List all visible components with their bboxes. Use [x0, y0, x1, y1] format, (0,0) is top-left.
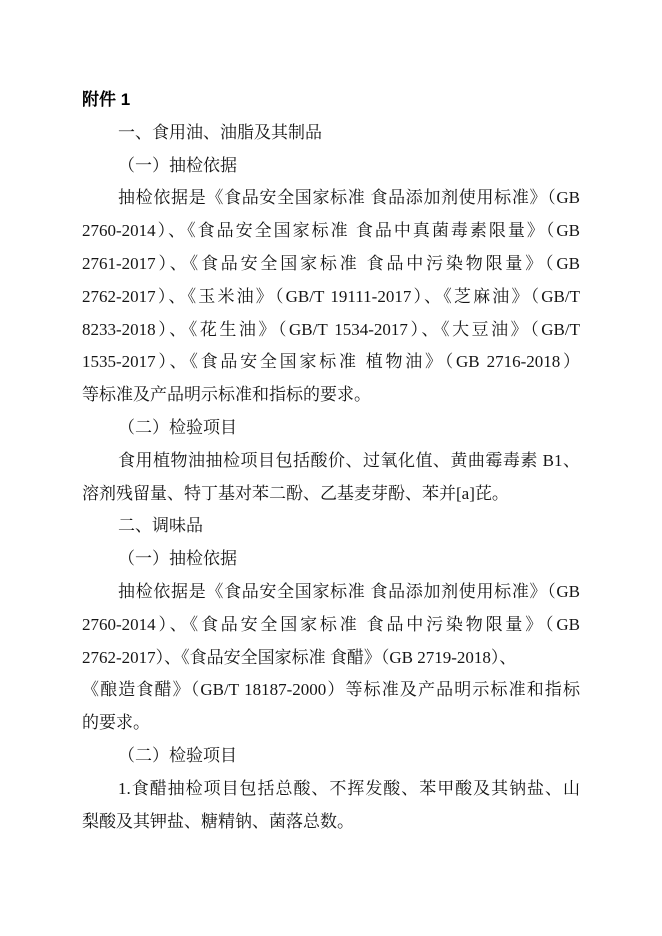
paragraph-line: 抽检依据是《食品安全国家标准 食品添加剂使用标准》（GB	[118, 188, 580, 208]
paragraph-line: 抽检依据是《食品安全国家标准 食品添加剂使用标准》（GB	[118, 581, 580, 601]
paragraph-line: 2760-2014）、《食品安全国家标准 食品中污染物限量》（GB	[82, 614, 580, 634]
sampling-basis	[82, 150, 580, 412]
section-condiments	[82, 510, 580, 838]
subsection-heading: （二）检验项目	[118, 417, 237, 437]
paragraph-line: 2762-2017）、《玉米油》（GB/T 19111-2017）、《芝麻油》（GB/T	[82, 286, 580, 306]
paragraph-line: 2762-2017）、《食品安全国家标准 食醋》（GB 2719-2018）、	[82, 647, 517, 667]
sampling-basis-paragraph	[82, 182, 580, 412]
paragraph-line: 的要求。	[82, 713, 150, 733]
paragraph-line: 等标准及产品明示标准和指标的要求。	[82, 385, 371, 405]
paragraph-line: 2761-2017）、《食品安全国家标准 食品中污染物限量》（GB	[82, 253, 580, 273]
paragraph-line: 《酿造食醋》（GB/T 18187-2000）等标准及产品明示标准和指标	[82, 680, 580, 700]
sampling-basis-paragraph	[82, 576, 580, 740]
paragraph-line: 溶剂残留量、特丁基对苯二酚、乙基麦芽酚、苯并[a]芘。	[82, 483, 509, 503]
subsection-heading: （一）抽检依据	[118, 549, 237, 569]
inspection-items	[82, 412, 580, 510]
paragraph-line: 8233-2018）、《花生油》（GB/T 1534-2017）、《大豆油》（GB/T	[82, 319, 580, 339]
inspection-items-paragraph	[82, 773, 580, 839]
inspection-items-paragraph	[82, 445, 580, 511]
section-heading: 二、调味品	[118, 516, 203, 536]
attachment-label: 附件 1	[82, 90, 131, 109]
paragraph-line: 2760-2014）、《食品安全国家标准 食品中真菌毒素限量》（GB	[82, 221, 580, 241]
section-edible-oil	[82, 117, 580, 511]
paragraph-line: 梨酸及其钾盐、糖精钠、菌落总数。	[82, 811, 354, 831]
paragraph-line: 1535-2017）、《食品安全国家标准 植物油》（GB 2716-2018）	[82, 352, 580, 372]
section-heading: 一、食用油、油脂及其制品	[118, 122, 322, 142]
sampling-basis	[82, 543, 580, 740]
inspection-items	[82, 740, 580, 838]
subsection-heading: （二）检验项目	[118, 745, 237, 765]
paragraph-line: 1.食醋抽检项目包括总酸、不挥发酸、苯甲酸及其钠盐、山	[118, 778, 580, 798]
subsection-heading: （一）抽检依据	[118, 155, 237, 175]
paragraph-line: 食用植物油抽检项目包括酸价、过氧化值、黄曲霉毒素 B1、	[118, 450, 580, 470]
document-page	[82, 84, 580, 838]
